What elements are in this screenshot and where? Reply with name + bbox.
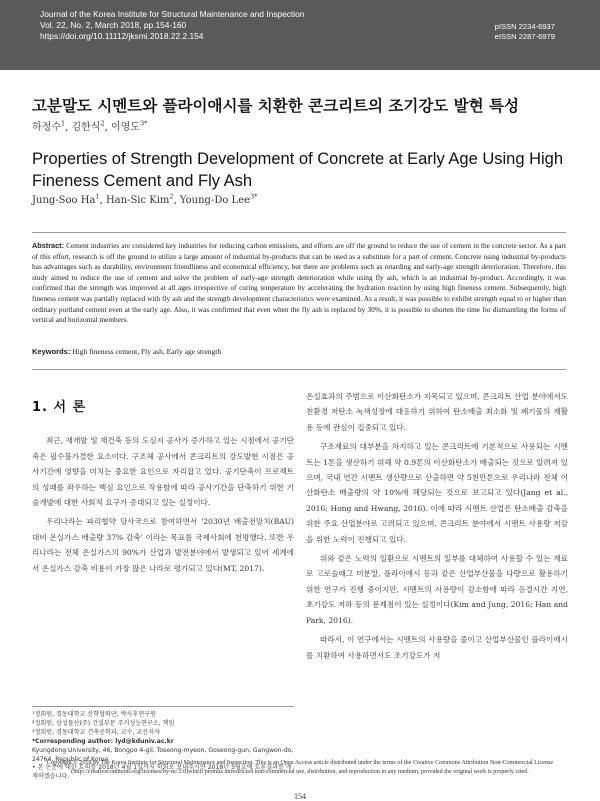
doi-link[interactable]: https://doi.org/10.11112/jksmi.2018.22.2.154 xyxy=(40,31,204,41)
author-name: Jung-Soo Ha xyxy=(32,195,96,206)
keywords-text: High fineness cement, Fly ash, Early age strength xyxy=(72,347,222,356)
corresponding-author: *Corresponding author: lyd@kduniv.ac.kr xyxy=(32,737,174,745)
abstract xyxy=(32,232,566,326)
body-paragraph: 따라서, 이 연구에서는 시멘트의 사용량을 줄이고 산업부산물인 플라이애시를 치환하여 사용하면서도 조기강도가 저 xyxy=(306,635,568,660)
abstract-label: Abstract: xyxy=(32,241,65,250)
footnote-affiliation: ¹정회원, 경동대학교 산학협력단, 박사후연구원 xyxy=(32,711,156,718)
author-name: 김한식 xyxy=(71,122,101,133)
author-affiliation-mark: 1 xyxy=(60,119,66,128)
body-paragraph: 위와 같은 노력의 일환으로 시멘트의 일부를 대체하여 사용할 수 있는 재료로 고로슬래그 미분말, 플라이애시 등과 같은 산업부산물을 다량으로 활용하기 위한 연구가 진행 중이지만, 시멘트의 사용량이 감소함에 따라 응결시간 지연, 초기강도 저하 등의 문제점이 있는 실정이다(Kim and Jung, 2016; Han and Park, 2016). xyxy=(306,554,568,625)
korean-title: 고분말도 시멘트와 플라이애시를 치환한 콘크리트의 조기강도 발현 특성 xyxy=(32,97,519,115)
author-name: 하정수 xyxy=(32,122,61,133)
english-title: Properties of Strength Development of Concrete at Early Age Using High Fineness Cement and Fly Ash xyxy=(32,150,564,190)
body-paragraph: 구조재료의 대부분을 차지하고 있는 콘크리트에 기본적으로 사용되는 시멘트는 1톤을 생산하기 위해 약 0.9톤의 이산화탄소가 배출되는 것으로 알려져 있으며, 국내 연간 시멘트 생산량으로 산출하면 약 5천만톤으로 우리나라 전체 이산화탄소 배출량의 약 10%에 해당되는 것으로 보고되고 있다(Jang et al., 2016; Hong and Hwang, 2016). 이에 따라 시멘트 산업은 탄소배출 감축을 위한 주요 산업분야로 고려되고 있으며, 콘크리트 분야에서 시멘트 사용량 저감을 위한 노력이 진행되고 있다. xyxy=(306,442,568,544)
korean-authors: 하정수$^1$, 김한식$^2$, 이영도$^{3*}$ xyxy=(32,119,148,133)
author-affiliation-mark: 2 xyxy=(100,119,105,128)
section-title-introduction: 1. 서 론 xyxy=(32,400,87,415)
author-affiliation-mark: 2 xyxy=(169,192,174,201)
pissn: pISSN 2234-6937 xyxy=(494,22,555,31)
body-paragraph: 최근, 재개발 및 재건축 등의 도심지 공사가 증가하고 있는 시점에서 공기단축은 필수불가결한 요소이다. 구조체 공사에서 콘크리트의 강도발현 시점은 공사기간에 영향을 미치는 중요한 요인으로 자리잡고 있다. 공기단축이 프로젝트의 성패를 좌우하는 핵심 요인으로 작용함에 따라 공사기간을 단축하기 위한 기술개발에 대한 사회적 요구가 증대되고 있는 실정이다. xyxy=(32,436,294,508)
copyright-notice: Copyright © 2018 by The Korea Institute for Structural Maintenance and Inspection. This is an Open Access article distributed under the terms of the Creative Commons Attribution Non-Commercial License (http://creativecommons.org/licenses/by-nc/3.0)which permits unrestricted non-commercial use, distribution, and reproduction in any medium, provided the original work is properly cited. xyxy=(46,760,554,775)
left-column xyxy=(32,392,294,580)
footnote-discussion: • 본 논문에 대한 토의를 2018년 4월 1일까지 학회로 보내주시면 2018년 5월호에 토론결과를 게재하겠습니다. xyxy=(32,764,292,781)
author-affiliation-mark: 3* xyxy=(139,119,148,128)
author-affiliation-mark: 3* xyxy=(250,192,258,201)
journal-volume: Vol. 22, No. 2, March 2018, pp.154-160 xyxy=(40,20,187,30)
keywords-label: Keywords: xyxy=(32,347,71,356)
right-column xyxy=(306,389,568,667)
keywords xyxy=(32,347,566,370)
eissn: eISSN 2287-6979 xyxy=(494,32,555,41)
body-paragraph: 우리나라는 파리협약 당사국으로 참여하면서 '2030년 배출전망치(BAU) 대비 온실가스 배출량 37% 감축' 이라는 목표를 국제사회에 천명했다. 또한 우리나라는 전체 온실가스의 90%가 산업과 발전분야에서 발생되고 있어 세계에서 온실가스 감축 비용이 가장 많은 나라로 평가되고 있다(MT, 2017). xyxy=(32,517,294,573)
footnote-affiliation: ³정회원, 경동대학교 건축공학과, 교수, 교신저자 xyxy=(32,728,160,736)
body-paragraph: 온실효과의 주범으로 이산화탄소가 지목되고 있으며, 콘크리트 산업 분야에서도 친환경 저탄소 녹색성장에 대응하기 위하여 탄소배출 최소화 및 폐기물의 재활용 등에 관심이 집중되고 있다. xyxy=(306,392,568,432)
footnote-affiliation: ²정회원, 삼성물산(주) 건설부문 주거성능연구소, 책임 xyxy=(32,719,175,727)
author-name: Han-Sic Kim xyxy=(105,195,170,206)
page-number: 154 xyxy=(294,792,306,801)
author-name: Young-Do Lee xyxy=(179,195,251,206)
english-authors: Jung-Soo Ha$^1$, Han-Sic Kim$^2$, Young-Do Lee$^{3*}$ xyxy=(32,192,258,206)
abstract-text: Cement industries are considered key industries for reducing carbon emissions, and efforts are off the ground to reduce the use of cement in the concrete sector. As a part of this effort, research is off the ground to utilize a large amount of industrial by-products that can be used as a substitute for a part of cement. Concrete using industrial by-products has advantages such as durability, environment friendliness and economical efficiency, but there are problems such as retarding and early-age strength deterioration. Therefore, this study aimed to reduce the use of cement and solve the problem of early-age strength deterioration while using fly ash, which is an industrial by-product. Accordingly, it was confirmed that the strength was improved at all ages irrespective of curing temperature by accelerating the hydration reaction by using high fineness cement. Subsequently, high fineness cement was partially replaced with fly ash and the strength development characteristics were examined. As a result, it was possible to exhibit strength equal to or higher than ordinary portland cement even at the early age. Also, it was confirmed that even when the fly ash is replaced by 30%, it is possible to shorten the time for dismantling the forms of vertical and horizontal members. xyxy=(32,241,566,325)
author-name: 이영도 xyxy=(110,122,140,133)
footnote-address: Kyungdong University, 46, Bongpo 4-gil, Toseong-myeon, Goseong-gun, Gangwon-do, 24764, Republic of Korea xyxy=(32,746,294,763)
journal-header xyxy=(0,0,600,70)
journal-name: Journal of the Korea Institute for Structural Maintenance and Inspection xyxy=(40,9,305,19)
author-affiliation-mark: 1 xyxy=(95,192,100,201)
